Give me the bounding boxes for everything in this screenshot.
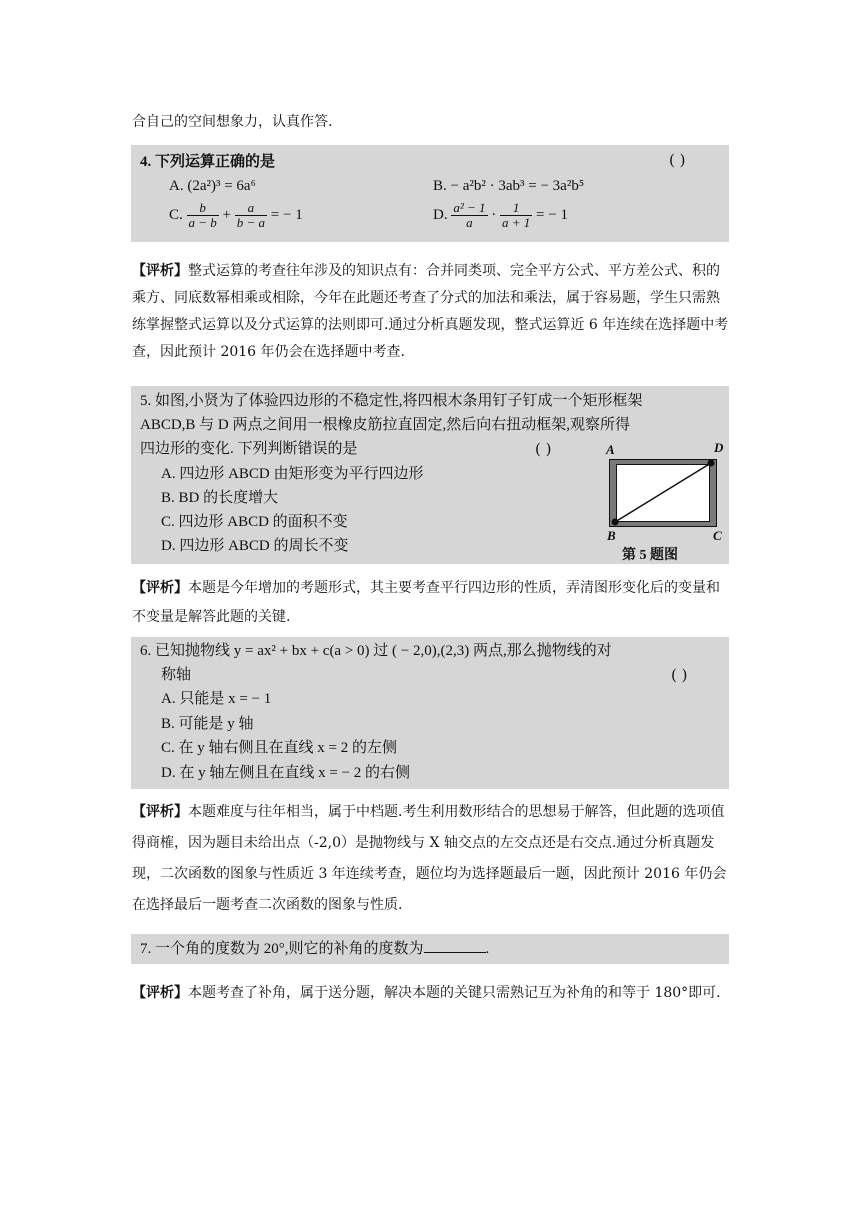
question-4-box: [131, 145, 729, 242]
q6-option-a: A. 只能是 x = − 1: [161, 691, 272, 707]
q4-option-a: A. (2a²)³ = 6a⁶: [169, 178, 256, 194]
q4-option-c: [169, 201, 303, 230]
q4-d-fraction-2: [500, 201, 532, 230]
fig-label-c: C: [713, 528, 722, 543]
analysis-7-tag: 【评析】: [132, 985, 188, 1001]
q5-line-1: 5. 如图,小贤为了体验四边形的不稳定性,将四根木条用钉子钉成一个矩形框架: [140, 393, 643, 409]
analysis-4-tag: 【评析】: [132, 263, 188, 279]
analysis-6-text: 本题难度与往年相当，属于中档题.考生利用数形结合的思想易于解答，但此题的选项值得商榷，因为题目未给出点（-2,0）是抛物线与 X 轴交点的左交点还是右交点.通过分析真题发现，二次函数的图象与性质近 3 年连续考查，题位均为选择题最后一题，因此预计 2016 年仍会在选择最后一题考查二次函数的图象与性质.: [132, 804, 727, 913]
top-text: 合自己的空间想象力，认真作答.: [132, 114, 333, 130]
analysis-6: [132, 797, 730, 921]
q4-d-label: D.: [433, 206, 448, 223]
q7-answer-blank[interactable]: [424, 938, 486, 953]
q4-paren: ( ): [669, 151, 686, 169]
fig-label-d: D: [714, 440, 724, 455]
q6-line-1: 6. 已知抛物线 y = ax² + bx + c(a > 0) 过 ( − 2,0),(2,3) 两点,那么抛物线的对: [140, 643, 612, 659]
q4-c-label: C.: [169, 206, 183, 223]
q4-c-f1-num: b: [187, 201, 219, 216]
q6-option-c: C. 在 y 轴右侧且在直线 x = 2 的左侧: [161, 740, 397, 756]
q5-figure: [601, 448, 727, 540]
fig-label-a: A: [606, 442, 615, 457]
q7-end: .: [485, 941, 490, 957]
q4-d-fraction-1: [451, 201, 487, 230]
analysis-4-text: 整式运算的考查往年涉及的知识点有：合并同类项、完全平方公式、平方差公式、积的乘方、同底数幂相乘或相除，今年在此题还考查了分式的加法和乘法，属于容易题，学生只需熟练掌握整式运算以及分式运算的法则即可.通过分析真题发现，整式运算近 6 年连续在选择题中考查，因此预计 2016 年仍会在选择题中考查.: [132, 263, 729, 360]
question-5-box: [131, 386, 729, 564]
q6-paren: ( ): [671, 666, 688, 684]
q4-c-f2-num: a: [235, 201, 267, 216]
q4-c-fraction-2: [235, 201, 267, 230]
q4-c-tail: = − 1: [270, 206, 303, 223]
q4-d-dot: ·: [491, 206, 497, 223]
q7-text: 7. 一个角的度数为 20°,则它的补角的度数为: [140, 941, 424, 957]
analysis-7-text: 本题考查了补角，属于送分题，解决本题的关键只需熟记互为补角的和等于 180°即可.: [188, 985, 721, 1001]
analysis-5-text: 本题是今年增加的考题形式，其主要考查平行四边形的性质，弄清图形变化后的变量和不变量是解答此题的关键.: [132, 580, 720, 625]
q5-option-a: A. 四边形 ABCD 由矩形变为平行四边形: [161, 466, 424, 482]
nail-b: [612, 519, 619, 526]
q4-d-tail: = − 1: [536, 206, 568, 223]
frame-bar-left: [610, 460, 616, 526]
question-6-box: [131, 637, 729, 789]
q4-option-d: [433, 201, 568, 230]
analysis-4: [132, 258, 730, 366]
q4-c-f1-den: a − b: [188, 215, 217, 230]
frame-bar-right: [710, 460, 716, 526]
nail-d: [708, 460, 715, 467]
analysis-7: [132, 976, 730, 1011]
q4-c-plus: +: [222, 206, 232, 223]
fig-caption: 第 5 题图: [622, 548, 678, 563]
q5-line-2: ABCD,B 与 D 两点之间用一根橡皮筋拉直固定,然后向右扭动框架,观察所得: [140, 417, 631, 433]
analysis-5: [132, 574, 730, 632]
q5-paren: ( ): [535, 440, 552, 458]
question-7-box: [131, 934, 729, 964]
q4-option-b: B. − a²b² · 3ab³ = − 3a²b⁵: [433, 178, 585, 194]
q6-option-d: D. 在 y 轴左侧且在直线 x = − 2 的右侧: [161, 765, 411, 781]
fig-label-b: B: [607, 528, 616, 543]
frame-bar-top: [610, 460, 716, 464]
analysis-6-tag: 【评析】: [132, 804, 188, 820]
q4-d-f1-num: a² − 1: [453, 200, 486, 215]
q4-c-f2-den: b − a: [236, 215, 266, 230]
q6-option-b: B. 可能是 y 轴: [161, 716, 254, 732]
analysis-5-tag: 【评析】: [132, 580, 188, 596]
q4-d-f2-den: a + 1: [502, 215, 531, 230]
frame-bar-bottom: [610, 522, 716, 526]
q4-c-fraction-1: [187, 201, 219, 230]
q5-option-c: C. 四边形 ABCD 的面积不变: [161, 514, 348, 530]
q5-option-b: B. BD 的长度增大: [161, 490, 279, 506]
q6-line-2: 称轴: [161, 667, 192, 683]
q4-d-f2-num: 1: [500, 201, 532, 216]
q4-stem: 4. 下列运算正确的是: [140, 154, 276, 170]
q4-d-f1-den: a: [466, 215, 473, 230]
q5-line-3: 四边形的变化. 下列判断错误的是: [140, 441, 358, 457]
q7-stem: [140, 938, 489, 960]
q5-option-d: D. 四边形 ABCD 的周长不变: [161, 538, 349, 554]
